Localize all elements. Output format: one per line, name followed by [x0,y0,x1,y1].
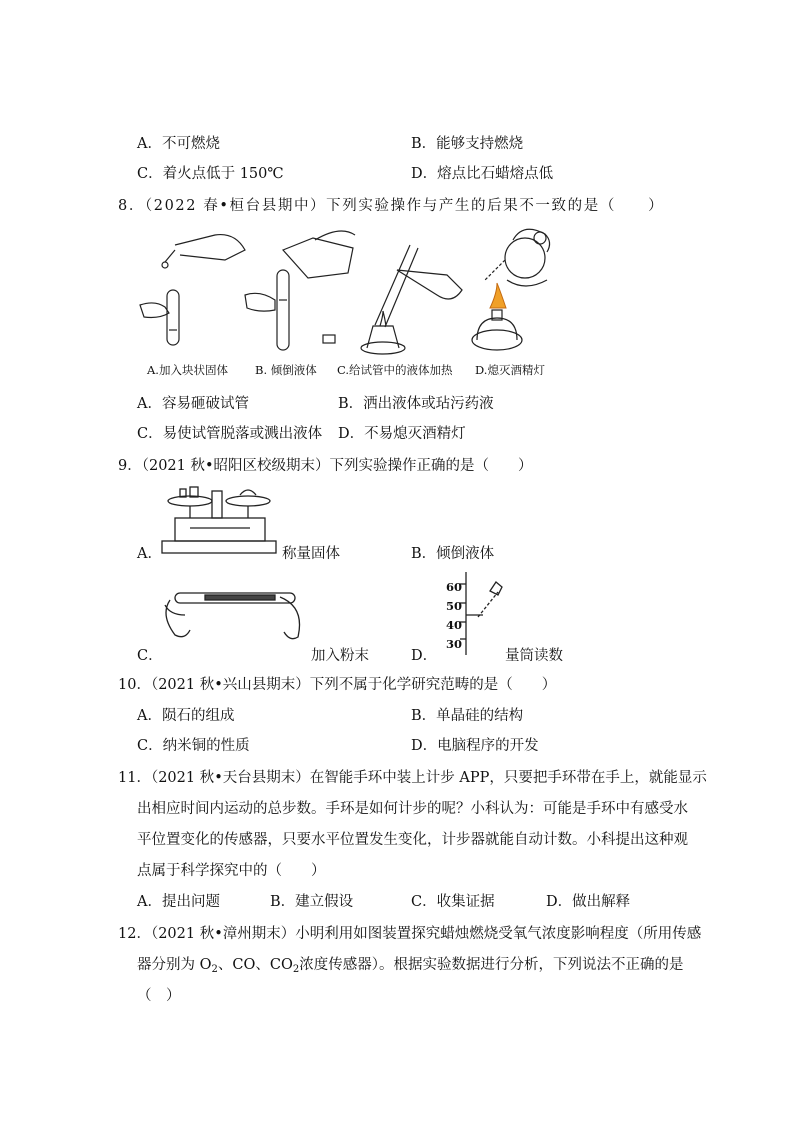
q10-option-c: C．纳米铜的性质 [137,738,250,754]
q11-line-3: 平位置变化的传感器，只要水平位置发生变化，计步器就能自动计数。小科提出这种观 [137,832,688,848]
q11-line-2: 出相应时间内运动的总步数。手环是如何计步的呢？小科认为：可能是手环中有感受水 [137,801,688,817]
cylinder-tick: 60 [445,580,462,594]
q8-option-a: A．容易砸破试管 [137,396,249,412]
q12-line-2-part-a: 器分别为 O [137,957,212,973]
q9-option-a-label: A． [137,546,162,562]
q12-line-3: （ ） [137,988,181,1004]
subscript-2: 2 [211,964,218,975]
q10-option-d: D．电脑程序的开发 [411,738,539,754]
cylinder-tick: 30 [445,637,462,651]
q7-option-a: A．不可燃烧 [137,136,220,152]
q10-option-b: B．单晶硅的结构 [411,708,524,724]
q11-option-c: C．收集证据 [411,894,495,910]
q9-option-b: B．倾倒液体 [411,546,495,562]
q9-stem: 9．（2021 秋•昭阳区校级期末）下列实验操作正确的是（ ） [118,458,533,474]
q10-option-a: A．陨石的组成 [137,708,235,724]
q8-caption-d: D.熄灭酒精灯 [475,363,545,377]
q12-line-2 [137,955,683,980]
q11-option-a: A．提出问题 [137,894,220,910]
q9-powder-figure [160,585,310,645]
q7-option-b: B．能够支持燃烧 [411,136,524,152]
q12-line-1: 12．（2021 秋•漳州期末）小明利用如图装置探究蜡烛燃烧受氧气浓度影响程度（所用传感 [118,926,702,942]
q8-illustration [135,230,560,380]
q11-option-d: D．做出解释 [546,894,631,910]
q8-stem: 8．（2022 春•桓台县期中）下列实验操作与产生的后果不一致的是（ ） [118,198,665,214]
q8-caption-c: C.给试管中的液体加热 [337,363,453,377]
q10-stem: 10．（2021 秋•兴山县期末）下列不属于化学研究范畴的是（ ） [118,677,557,693]
q8-option-b: B．洒出液体或玷污药液 [338,396,494,412]
q7-option-c: C．着火点低于 150℃ [137,166,284,182]
q8-option-c: C．易使试管脱落或溅出液体 [137,426,323,442]
q9-option-c-text: 加入粉末 [311,648,369,664]
q11-line-4: 点属于科学探究中的（ ） [137,863,326,879]
q12-line-2-part-b: 、CO、CO [217,957,293,973]
q8-option-d: D．不易熄灭酒精灯 [338,426,466,442]
q8-caption-b: B. 倾倒液体 [255,363,317,377]
cylinder-tick: 50 [445,599,462,613]
q12-line-2-part-c: 浓度传感器）。根据实验数据进行分析，下列说法不正确的是 [299,957,684,973]
subscript-2: 2 [292,964,300,975]
cylinder-tick: 40 [445,618,462,632]
q9-option-d-text: 量筒读数 [505,648,563,664]
q9-cylinder-ticks [442,578,462,654]
q9-option-c-label: C． [137,648,163,664]
q8-figure [135,230,560,380]
q9-balance-figure [160,483,280,558]
q11-line-1: 11．（2021 秋•天台县期末）在智能手环中装上计步 APP，只要把手环带在手上，就能显示 [118,770,707,786]
q7-option-d: D．熔点比石蜡熔点低 [411,166,554,182]
q9-option-a-text: 称量固体 [282,546,340,562]
q11-option-b: B．建立假设 [270,894,354,910]
q8-caption-a: A.加入块状固体 [147,363,228,377]
q9-option-d-label: D． [411,648,438,664]
